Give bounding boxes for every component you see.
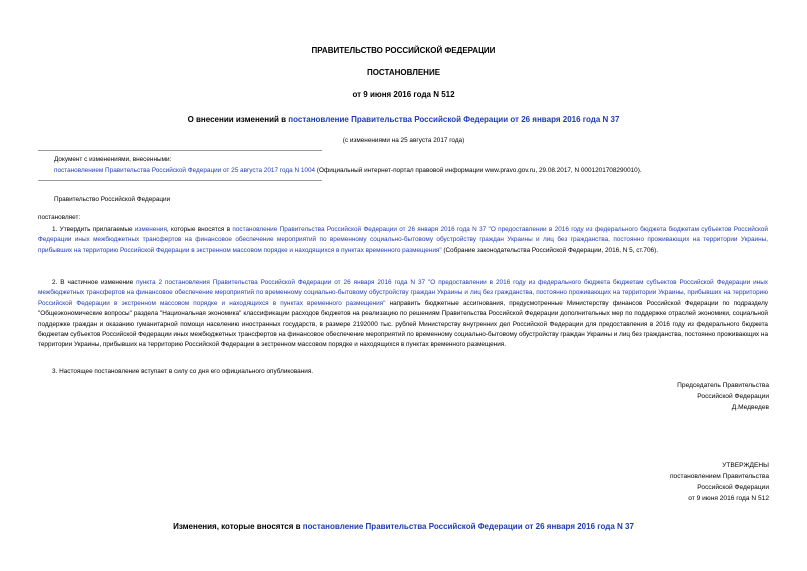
changes-source-link[interactable]: постановлением Правительства Российской Федерации от 25 августа 2017 года N 1004 [54,167,316,174]
paragraph-2 [38,278,768,351]
paragraph-1-link-changes[interactable]: изменения [134,226,167,233]
signature-position: Председатель Правительства [677,382,769,389]
signature-name: Д.Медведев [731,404,769,411]
signature-country: Российской Федерации [697,393,769,400]
paragraph-1 [38,225,768,256]
paragraph-2-text-a: 2. В частичное изменение [52,279,137,286]
paragraph-1-text-c: (Собрание законодательства Российской Федерации, 2016, N 5, ст.706). [441,246,658,254]
paragraph-1-text-a: 1. Утвердить прилагаемые [52,226,135,233]
changes-title [0,522,807,531]
changes-label: Документ с изменениями, внесенными: [54,156,172,163]
document-type-heading: ПОСТАНОВЛЕНИЕ [366,68,441,77]
paragraph-1-link-decree[interactable]: постановление Правительства Российской Федерации от 26 января 2016 года N 37 "О предоставлении в 2016 году из федерального бюджета бюджетам субъектов Российской Федерации иных межбюджетных трансфертов на финансовое обеспечение мероприятий по временному социально-бытовому обустройству граждан Украины и лиц без гражданства, постоянно проживающих на территории Украины, прибывших на территорию Российской Федерации в экстренном массовом порядке и находящихся в пунктах временного размещения" [38,226,768,254]
changes-source-tail: (Официальный интернет-портал правовой информации www.pravo.gov.ru, 29.08.2017, N 0001201708290010). [315,167,642,174]
approval-block [670,460,769,504]
signature-block [677,380,769,413]
paragraph-2-text-b: направить бюджетные ассигнования, предусмотренные Министерству финансов Российской Федерации по подразделу "Общеэкономические вопросы" раздела "Национальная экономика" классификации расходов бюджетов на реализацию по решениям Правительства Российской Федерации дополнительных мер по поддержке отраслей экономики, социальной поддержке граждан и оказанию гуманитарной помощи населению иностранных государств, в размере 2192000 тыс. рублей Министерству внутренних дел Российской Федерации для предоставления в 2016 году из федерального бюджета бюджетам субъектов Российской Федерации иных межбюджетных трансфертов на финансовое обеспечение мероприятий по временному социально-бытовому обустройству граждан Украины и лиц без гражданства, постоянно проживающих на территории Украины, прибывших на территорию Российской Федерации в экстренном массовом порядке и находящихся в пунктах временного размещения. [38,299,768,349]
paragraph-1-text-b: , которые вносятся в [166,226,233,233]
amendment-note: (с изменениями на 25 августа 2017 года) [342,137,465,144]
approval-by: постановлением Правительства [669,473,769,480]
paragraph-2-link[interactable]: пункта 2 постановления Правительства Российской Федерации от 26 января 2016 года N 37 "О предоставлении в 2016 году из федерального бюджета бюджетам субъектов Российской Федерации иных межбюджетных трансфертов на финансовое обеспечение мероприятий по временному социально-бытовому обустройству граждан Украины и лиц без гражданства, постоянно проживающих на территории Украины, прибывших на территорию Российской Федерации в экстренном массовом порядке и находящихся в пунктах временного размещения" [38,279,769,307]
document-title [0,115,807,124]
approval-country: Российской Федерации [697,484,769,491]
government-subject: Правительство Российской Федерации [54,196,171,203]
changes-source [54,167,642,174]
approval-heading: УТВЕРЖДЕНЫ [722,462,769,469]
authority-heading: ПРАВИТЕЛЬСТВО РОССИЙСКОЙ ФЕДЕРАЦИИ [311,46,496,55]
document-title-prefix: О внесении изменений в [187,115,289,124]
changes-bottom-divider [38,180,322,181]
changes-title-link[interactable]: постановление Правительства Российской Федерации от 26 января 2016 года N 37 [302,522,634,531]
document-title-link[interactable]: постановление Правительства Российской Федерации от 26 января 2016 года N 37 [288,115,620,124]
decrees-word: постановляет: [38,214,81,221]
approval-date: от 9 июня 2016 года N 512 [688,495,769,502]
paragraph-3: 3. Настоящее постановление вступает в силу со дня его официального опубликования. [52,368,314,375]
document-date-number: от 9 июня 2016 года N 512 [352,90,455,99]
changes-top-divider [38,150,322,151]
changes-title-prefix: Изменения, которые вносятся в [173,522,303,531]
